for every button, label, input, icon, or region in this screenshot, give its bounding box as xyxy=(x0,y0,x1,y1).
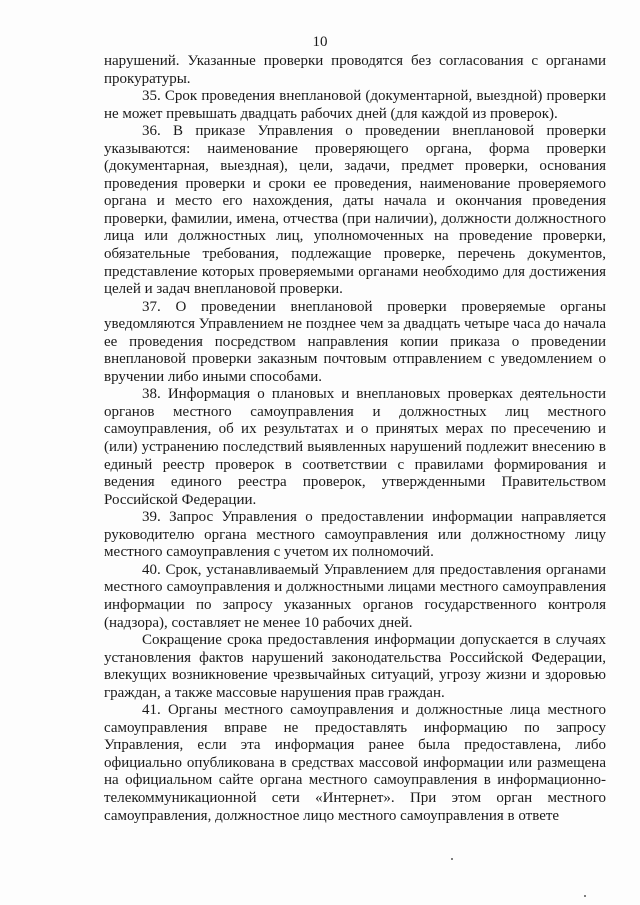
document-body xyxy=(104,53,606,825)
scan-speck xyxy=(451,858,453,860)
paragraph-37: 37. О проведении внеплановой проверки проверяемые органы уведомляются Управлением не позднее чем за двадцать четыре часа до начала ее проведения посредством направления копии приказа о проведении внеплановой проверки заказным почтовым отправлением с уведомлением о вручении либо иными способами. xyxy=(104,298,606,385)
paragraph-35: 35. Срок проведения внеплановой (документарной, выездной) проверки не может превышать двадцать рабочих дней (для каждой из проверок). xyxy=(104,88,606,122)
page-number: 10 xyxy=(312,34,328,50)
paragraph-continuation: нарушений. Указанные проверки проводятся без согласования с органами прокуратуры. xyxy=(104,53,606,87)
paragraph-39: 39. Запрос Управления о предоставлении информации направляется руководителю органа местного самоуправления или должностному лицу местного самоуправления с учетом их полномочий. xyxy=(104,509,606,561)
paragraph-41: 41. Органы местного самоуправления и должностные лица местного самоуправления вправе не предоставлять информацию по запросу Управления, если эта информация ранее была предоставлена, либо официально опубликована в средствах массовой информации или размещена на официальном сайте органа местного самоуправления в информационно-телекоммуникационной сети «Интернет». При этом орган местного самоуправления, должностное лицо местного самоуправления в ответе xyxy=(104,702,606,824)
paragraph-40-continuation: Сокращение срока предоставления информации допускается в случаях установления фактов нарушений законодательства Российской Федерации, влекущих возникновение чрезвычайных ситуаций, угрозу жизни и здоровью граждан, а также массовые нарушения прав граждан. xyxy=(104,632,606,701)
paragraph-40: 40. Срок, устанавливаемый Управлением для предоставления органами местного самоуправления и должностными лицами местного самоуправления информации по запросу указанных органов государственного контроля (надзора), составляет не менее 10 рабочих дней. xyxy=(104,561,606,631)
paragraph-38: 38. Информация о плановых и внеплановых проверках деятельности органов местного самоуправления и должностных лиц местного самоуправления, об их результатах и о принятых мерах по пресечению и (или) устранению последствий выявленных нарушений подлежит внесению в единый реестр проверок в соответствии с правилами формирования и ведения единого реестра проверок, утвержденными Правительством Российской Федерации. xyxy=(104,386,606,508)
scan-speck xyxy=(584,895,586,897)
paragraph-36: 36. В приказе Управления о проведении внеплановой проверки указываются: наименование проверяющего органа, форма проверки (документарная, выездная), цели, задачи, предмет проверки, основания проведения проверки и сроки ее проведения, наименование проверяемого органа и место его нахождения, даты начала и окончания проведения проверки, фамилии, имена, отчества (при наличии), должности должностного лица или должностных лиц, уполномоченных на проведение проверки, обязательные требования, подлежащие проверке, перечень документов, представление которых проверяемыми органами необходимо для достижения целей и задач внеплановой проверки. xyxy=(104,123,606,298)
